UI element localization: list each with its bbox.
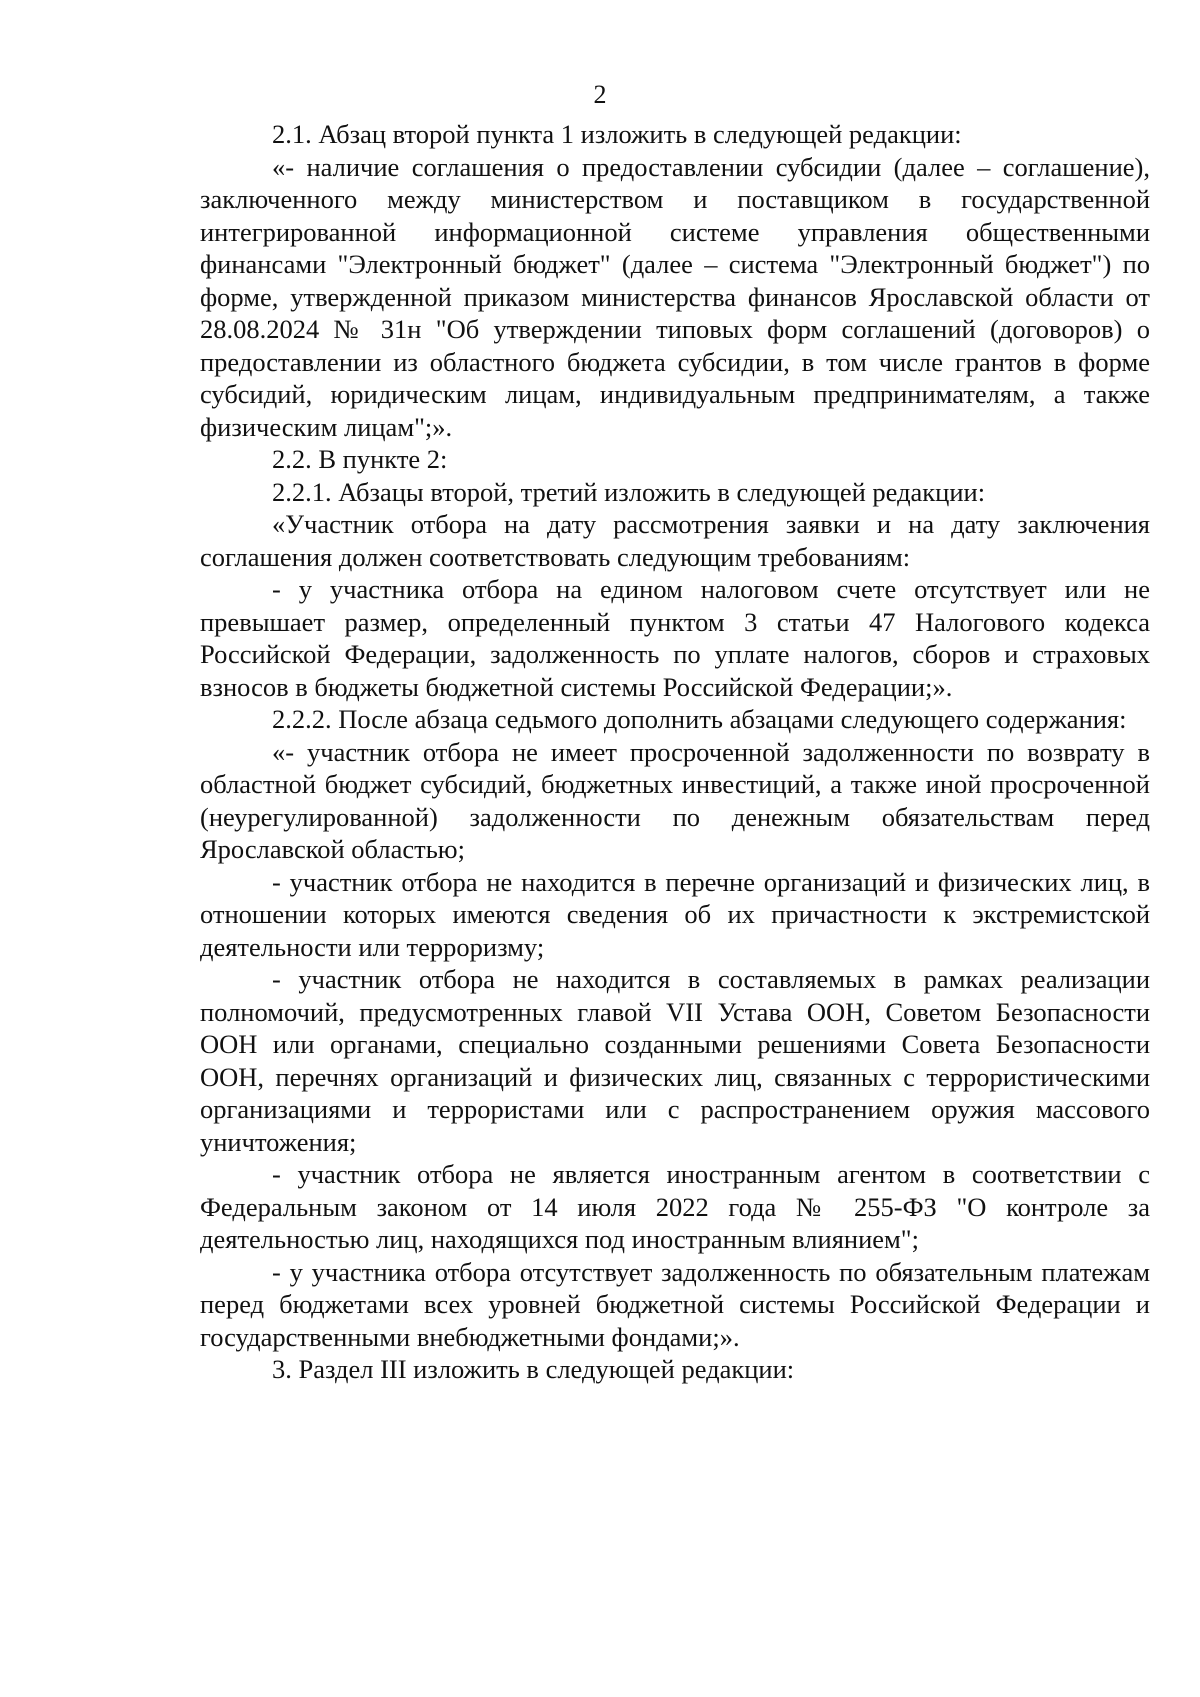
page-number: 2 (593, 80, 607, 109)
paragraph-section-3: 3. Раздел III изложить в следующей редакции: (272, 1354, 795, 1384)
paragraph-2-2: 2.2. В пункте 2: (272, 444, 448, 474)
paragraph-2-2-1: 2.2.1. Абзацы второй, третий изложить в следующей редакции: (272, 476, 986, 507)
paragraph-participant-requirements: «Участник отбора на дату рассмотрения заявки и на дату заключения соглашения должен соответствовать следующим требованиям: (200, 509, 1150, 572)
document-body (200, 118, 1150, 1386)
paragraph-2-1: 2.1. Абзац второй пункта 1 изложить в следующей редакции: (272, 119, 962, 149)
paragraph-foreign-agent: - участник отбора не является иностранным агентом в соответствии с Федеральным законом от 14 июля 2022 года № 255-ФЗ "О контроле за деятельностью лиц, находящихся под иностранным влиянием"; (200, 1159, 1150, 1254)
paragraph-extremism-list: - участник отбора не находится в перечне организаций и физических лиц, в отношении которых имеются сведения об их причастности к экстремистской деятельности или терроризму; (200, 866, 1150, 962)
paragraph-un-sanctions-list: - участник отбора не находится в составляемых в рамках реализации полномочий, предусмотренных главой VII Устава ООН, Советом Безопасности ООН или органами, специально созданными решениями Совета Безопасности ООН, перечнях организаций и физических лиц, связанных с террористическими организациями и террористами или с распространением оружия массового уничтожения; (200, 964, 1150, 1157)
paragraph-2-2-2: 2.2.2. После абзаца седьмого дополнить абзацами следующего содержания: (272, 704, 1127, 734)
paragraph-mandatory-payments: - у участника отбора отсутствует задолженность по обязательным платежам перед бюджетами всех уровней бюджетной системы Российской Федерации и государственными внебюджетными фондами;». (200, 1256, 1150, 1352)
paragraph-agreement-requirement: «- наличие соглашения о предоставлении субсидии (далее – соглашение), заключенного между министерством и поставщиком в государственной интегрированной информационной системе управления общественными финансами "Электронный бюджет" (далее – система "Электронный бюджет") по форме, утвержденной приказом министерства финансов Ярославской области от 28.08.2024 № 31н "Об утверждении типовых форм соглашений (договоров) о предоставлении из областного бюджета субсидии, в том числе грантов в форме субсидий, юридическим лицам, индивидуальным предпринимателям, а также физическим лицам";». (200, 151, 1150, 442)
paragraph-overdue-debt: «- участник отбора не имеет просроченной задолженности по возврату в областной бюджет субсидий, бюджетных инвестиций, а также иной просроченной (неурегулированной) задолженности по денежным обязательствам перед Ярославской областью; (200, 736, 1150, 864)
paragraph-tax-debt: - у участника отбора на едином налоговом счете отсутствует или не превышает размер, определенный пунктом 3 статьи 47 Налогового кодекса Российской Федерации, задолженность по уплате налогов, сборов и страховых взносов в бюджеты бюджетной системы Российской Федерации;». (200, 574, 1150, 702)
